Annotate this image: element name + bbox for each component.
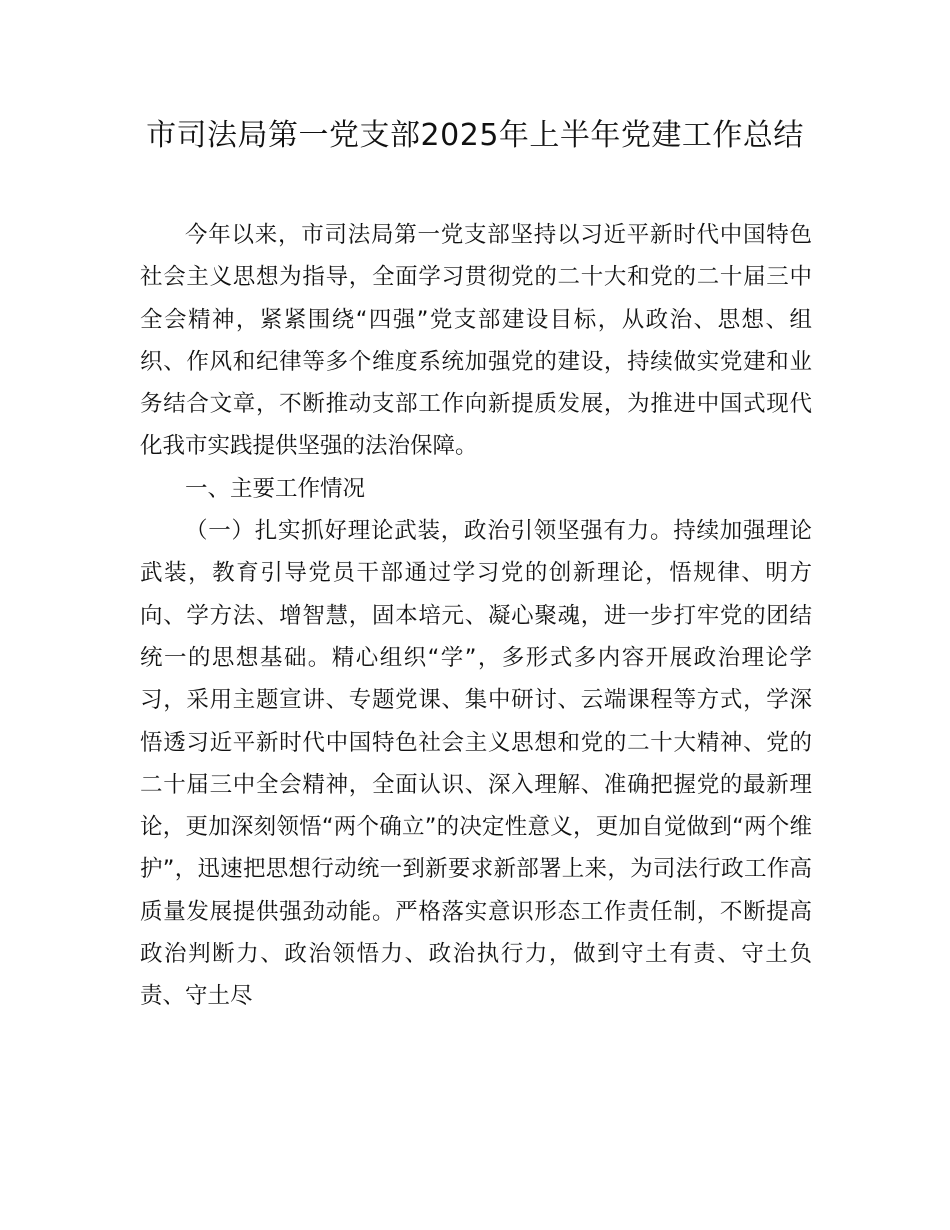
section-paragraph: （一）扎实抓好理论武装，政治引领坚强有力。持续加强理论武装，教育引导党员干部通过学习党的创新理论，悟规律、明方向、学方法、增智慧，固本培元、凝心聚魂，进一步打牢党的团结统一的思想基础。精心组织“学”，多形式多内容开展政治理论学习，采用主题宣讲、专题党课、集中研讨、云端课程等方式，学深悟透习近平新时代中国特色社会主义思想和党的二十大精神、党的二十届三中全会精神，全面认识、深入理解、准确把握党的最新理论，更加深刻领悟“两个确立”的决定性意义，更加自觉做到“两个维护”，迅速把思想行动统一到新要求新部署上来，为司法行政工作高质量发展提供强劲动能。严格落实意识形态工作责任制，不断提高政治判断力、政治领悟力、政治执行力，做到守土有责、守土负责、守土尽 bbox=[140, 518, 812, 1010]
document-title: 市司法局第一党支部2025年上半年党建工作总结 bbox=[146, 118, 804, 153]
document-body bbox=[140, 214, 812, 1018]
intro-paragraph: 今年以来，市司法局第一党支部坚持以习近平新时代中国特色社会主义思想为指导，全面学习贯彻党的二十大和党的二十届三中全会精神，紧紧围绕“四强”党支部建设目标，从政治、思想、组织、作风和纪律等多个维度系统加强党的建设，持续做实党建和业务结合文章，不断推动支部工作向新提质发展，为推进中国式现代化我市实践提供坚强的法治保障。 bbox=[140, 222, 812, 460]
section-heading: 一、主要工作情况 bbox=[185, 475, 366, 502]
